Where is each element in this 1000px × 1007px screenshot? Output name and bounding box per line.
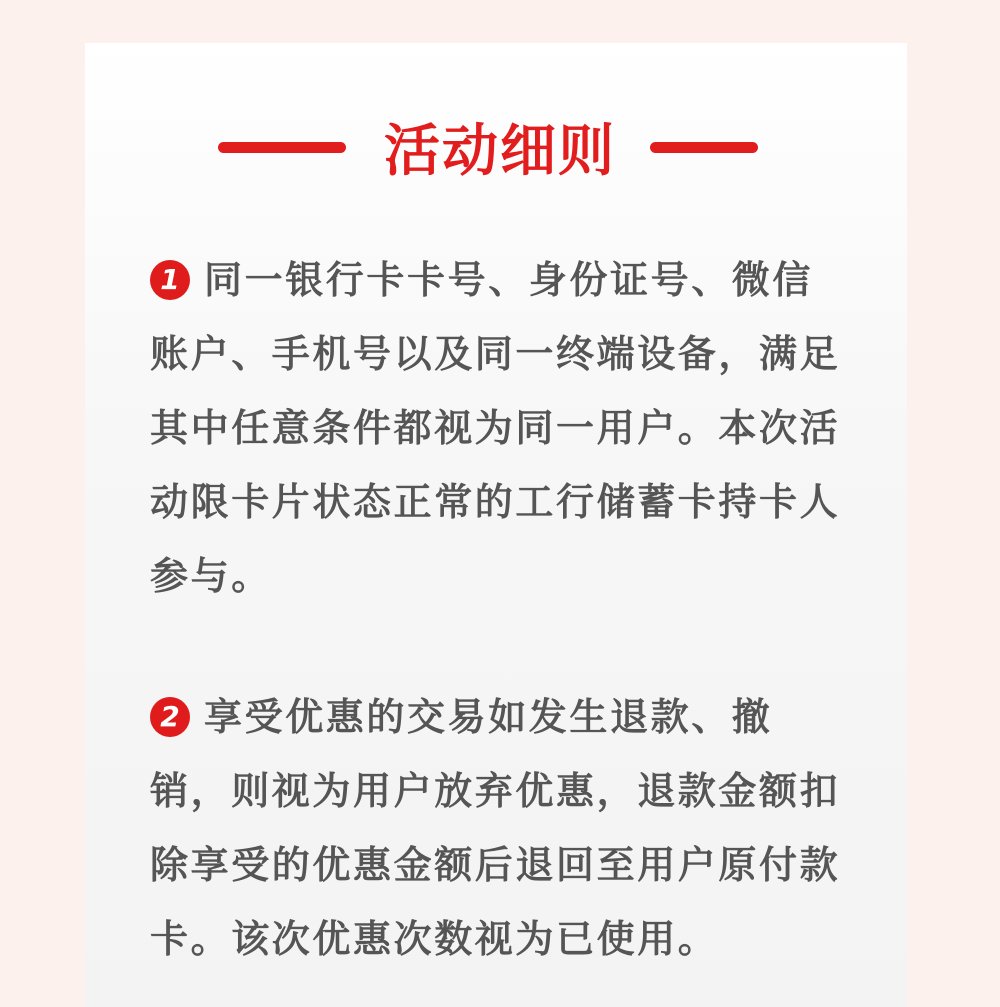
number-badge-icon: 2 bbox=[150, 697, 190, 737]
number-badge-icon: 1 bbox=[150, 260, 190, 300]
title-right-decoration-line bbox=[650, 142, 758, 153]
rule-text: 享受优惠的交易如发生退款、撤销，则视为用户放弃优惠，退款金额扣除享受的优惠金额后退回至用户原付款卡。该次优惠次数视为已使用。 bbox=[150, 695, 841, 961]
rule-text: 同一银行卡卡号、身份证号、微信账户、手机号以及同一终端设备，满足其中任意条件都视为同一用户。本次活动限卡片状态正常的工行储蓄卡持卡人参与。 bbox=[150, 258, 841, 598]
rule-item-2 bbox=[150, 680, 850, 976]
section-title: 活动细则 bbox=[384, 119, 616, 184]
rule-item-1 bbox=[150, 243, 850, 613]
title-left-decoration-line bbox=[218, 142, 346, 153]
